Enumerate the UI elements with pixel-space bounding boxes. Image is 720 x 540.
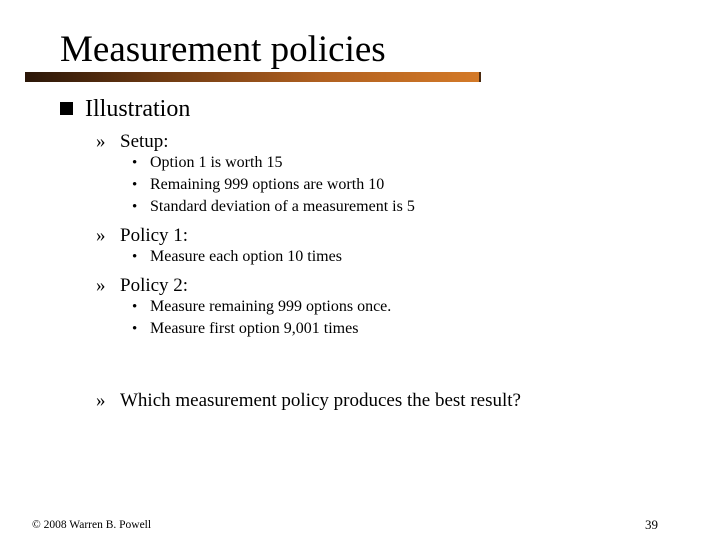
list-item: [132, 247, 342, 267]
list-item-text: Option 1 is worth 15: [150, 154, 283, 171]
list-item: [132, 297, 391, 317]
round-bullet-icon: •: [132, 249, 138, 265]
chevron-marker-icon: »: [96, 131, 106, 152]
list-item-text: Remaining 999 options are worth 10: [150, 176, 385, 193]
section-question: [96, 390, 521, 412]
square-bullet-icon: [60, 102, 73, 115]
title-underline-bar: [25, 72, 481, 82]
list-item-text: Standard deviation of a measurement is 5: [150, 198, 415, 215]
slide-title: Measurement policies: [60, 29, 386, 70]
section-policy-2: [96, 275, 188, 297]
footer-copyright: © 2008 Warren B. Powell: [32, 519, 152, 531]
chevron-marker-icon: »: [96, 275, 106, 296]
list-item: [132, 319, 358, 339]
round-bullet-icon: •: [132, 155, 138, 171]
list-item-text: Measure remaining 999 options once.: [150, 298, 392, 315]
list-item: [132, 175, 384, 195]
heading-illustration: [60, 95, 190, 123]
section-label: Setup:: [120, 131, 169, 152]
section-label: Which measurement policy produces the best result?: [120, 390, 521, 411]
chevron-marker-icon: »: [96, 225, 106, 246]
chevron-marker-icon: »: [96, 390, 106, 411]
page-number: 39: [645, 517, 658, 532]
list-item-text: Measure each option 10 times: [150, 248, 342, 265]
section-label: Policy 1:: [120, 225, 189, 246]
round-bullet-icon: •: [132, 321, 138, 337]
section-policy-1: [96, 225, 188, 247]
heading-text: Illustration: [85, 96, 191, 122]
list-item-text: Measure first option 9,001 times: [150, 320, 359, 337]
round-bullet-icon: •: [132, 299, 138, 315]
list-item: [132, 197, 415, 217]
round-bullet-icon: •: [132, 199, 138, 215]
section-label: Policy 2:: [120, 275, 189, 296]
list-item: [132, 153, 282, 173]
round-bullet-icon: •: [132, 177, 138, 193]
section-setup: [96, 131, 169, 153]
